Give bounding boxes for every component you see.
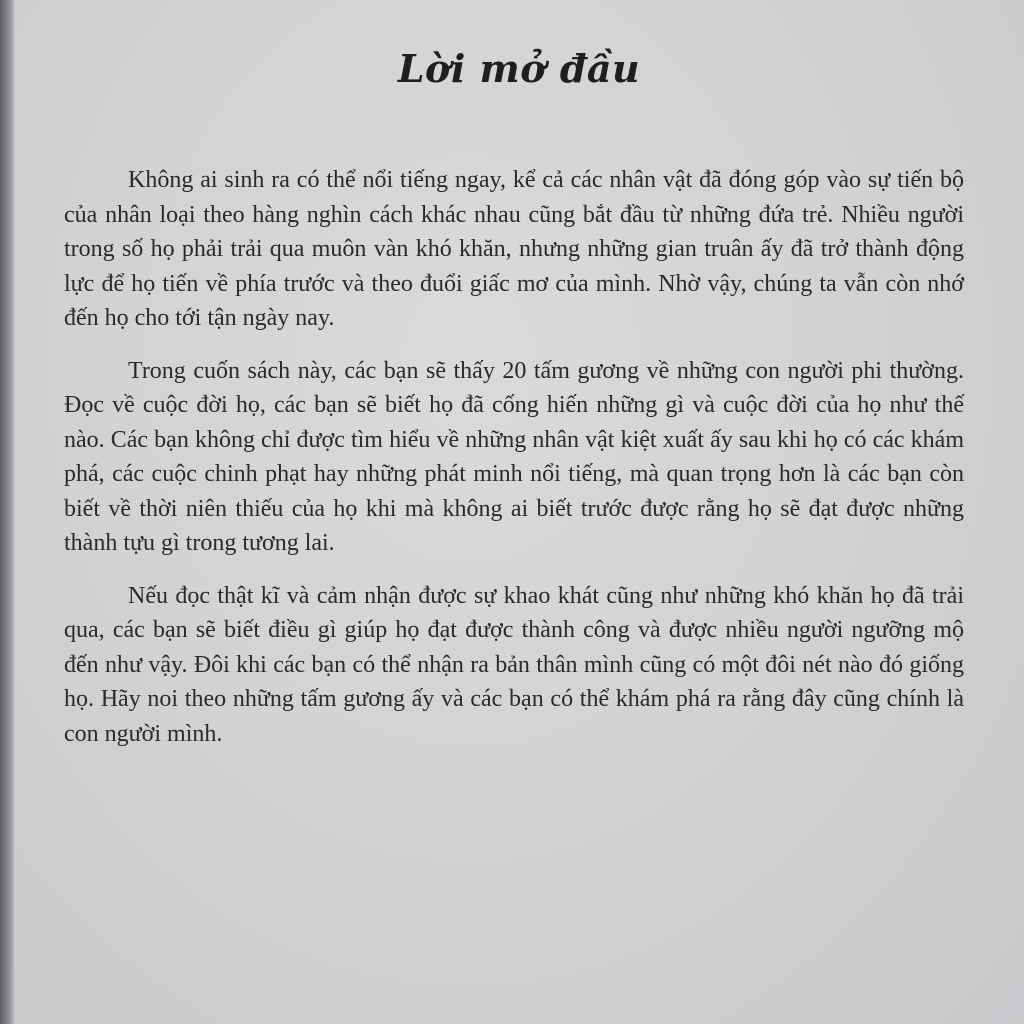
- page-title: Lời mở đầu: [397, 46, 641, 91]
- body-text: [64, 163, 964, 769]
- paragraph-1: Không ai sinh ra có thể nổi tiếng ngay, kể cả các nhân vật đã đóng góp vào sự tiến bộ của nhân loại theo hàng nghìn cách khác nhau cũng bắt đầu từ những đứa trẻ. Nhiều người trong số họ phải trải qua muôn vàn khó khăn, nhưng những gian truân ấy đã trở thành động lực để họ tiến về phía trước và theo đuổi giấc mơ của mình. Nhờ vậy, chúng ta vẫn còn nhớ đến họ cho tới tận ngày nay.: [64, 167, 964, 331]
- book-page: [14, 0, 1024, 1024]
- paragraph-2: Trong cuốn sách này, các bạn sẽ thấy 20 tấm gương về những con người phi thường. Đọc về cuộc đời họ, các bạn sẽ biết họ đã cống hiến những gì và cuộc đời của họ như thế nào. Các bạn không chỉ được tìm hiểu về những nhân vật kiệt xuất ấy sau khi họ có các khám phá, các cuộc chinh phạt hay những phát minh nổi tiếng, mà quan trọng hơn là các bạn còn biết về thời niên thiếu của họ khi mà không ai biết trước được rằng họ sẽ đạt được những thành tựu gì trong tương lai.: [64, 357, 964, 556]
- paragraph-3: Nếu đọc thật kĩ và cảm nhận được sự khao khát cũng như những khó khăn họ đã trải qua, các bạn sẽ biết điều gì giúp họ đạt được thành công và được nhiều người ngưỡng mộ đến như vậy. Đôi khi các bạn có thể nhận ra bản thân mình cũng có một đôi nét nào đó giống họ. Hãy noi theo những tấm gương ấy và các bạn có thể khám phá ra rằng đây cũng chính là con người mình.: [64, 582, 964, 747]
